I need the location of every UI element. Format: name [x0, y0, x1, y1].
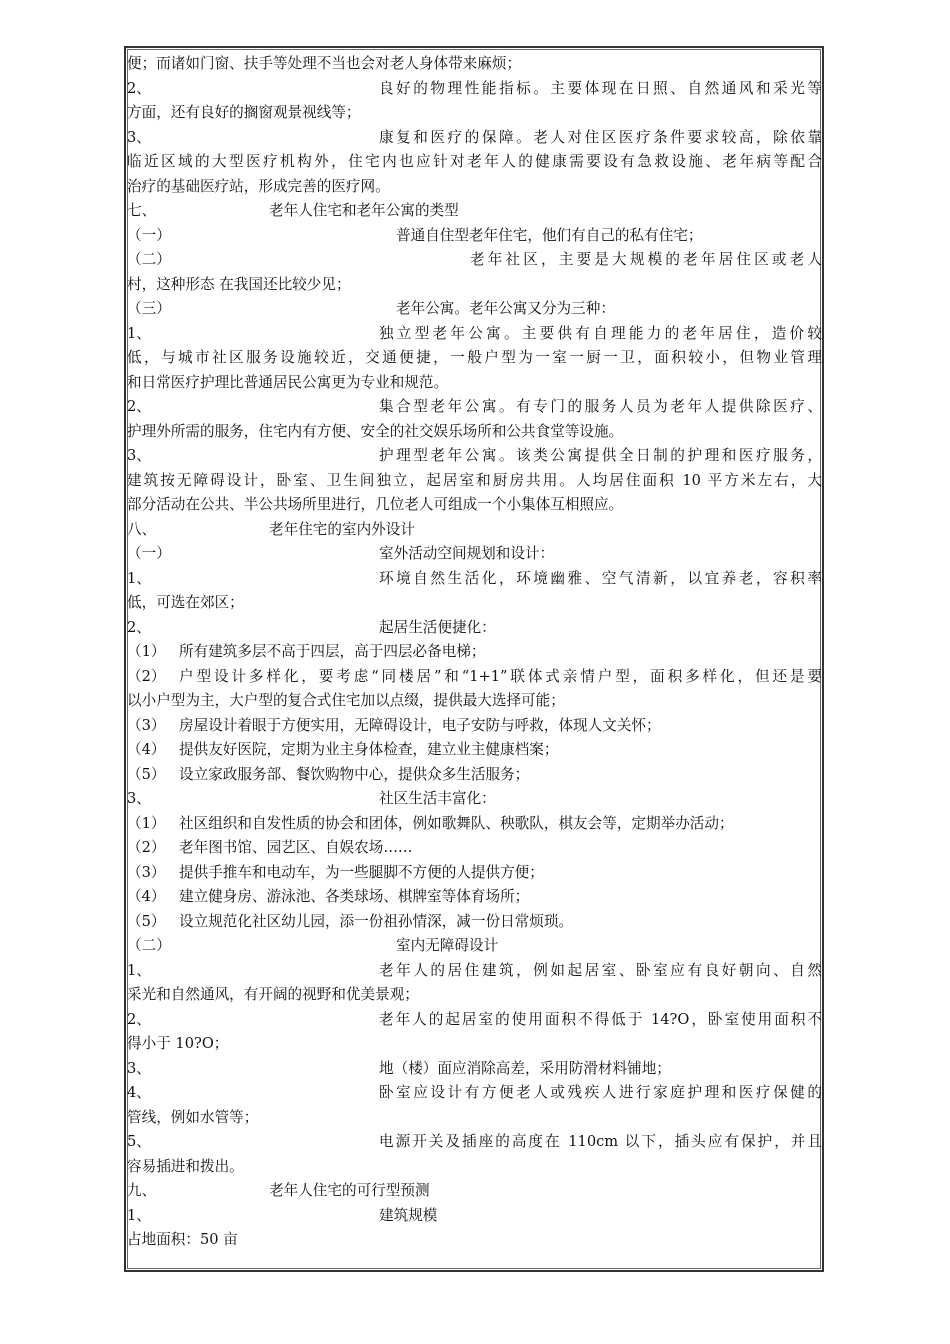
text-line: 采光和自然通风，有开阔的视野和优美景观；	[127, 986, 419, 1003]
list-item	[127, 714, 822, 739]
item-number: 3、	[127, 447, 151, 464]
item-number: （5）	[127, 912, 166, 930]
subsection-text: 老年公寓。老年公寓又分为三种：	[396, 300, 615, 317]
item-text: 房屋设计着眼于方便实用，无障碍设计，电子安防与呼救，体现人文关怀；	[179, 716, 661, 734]
item-text: 建立健身房、游泳池、各类球场、棋牌室等体育场所；	[179, 888, 530, 905]
item-text: 提供友好医院，定期为业主身体检查，建立业主健康档案；	[179, 741, 559, 758]
list-item	[127, 787, 822, 812]
subsection-number: （一）	[127, 545, 171, 562]
item-text: 电源开关及插座的高度在 110cm 以下，插头应有保护，并且	[379, 1133, 822, 1150]
text-line: 方面，还有良好的搁窗观景视线等；	[127, 104, 361, 121]
subsection-number: （三）	[127, 300, 171, 317]
item-number: 1、	[127, 1206, 151, 1224]
list-item	[127, 885, 822, 910]
subsection	[127, 297, 822, 322]
item-text: 集合型老年公寓。有专门的服务人员为老年人提供除医疗、	[379, 398, 822, 415]
text-line: 容易插进和拨出。	[127, 1157, 244, 1175]
item-text: 社区组织和自发性质的协会和团体，例如歌舞队、秧歌队，棋友会等，定期举办活动；	[179, 814, 734, 832]
item-number: （3）	[127, 863, 166, 881]
section-title: 老年人住宅的可行型预测	[269, 1182, 430, 1199]
list-item	[127, 1204, 822, 1229]
item-text: 起居生活便捷化：	[379, 618, 496, 636]
list-item	[127, 1081, 822, 1106]
list-item	[127, 959, 822, 984]
item-text: 老年人的起居室的使用面积不得低于 14?O，卧室使用面积不	[379, 1010, 822, 1028]
item-text: 提供手推车和电动车，为一些腿脚不方便的人提供方便；	[179, 863, 544, 881]
list-item	[127, 812, 822, 837]
subsection	[127, 542, 822, 567]
text-line: 护理外所需的服务，住宅内有方便、安全的社交娱乐场所和公共食堂等设施。	[127, 422, 624, 440]
subsection-text: 老年社区，主要是大规模的老年居住区或老人	[470, 251, 822, 268]
list-item	[127, 910, 822, 935]
list-item	[127, 665, 822, 690]
subsection	[127, 934, 822, 959]
item-text: 老年人的居住建筑，例如起居室、卧室应有良好朝向、自然	[379, 961, 822, 979]
item-number: （4）	[127, 888, 166, 905]
text-line: 便；而诸如门窗、扶手等处理不当也会对老人身体带来麻烦；	[127, 55, 522, 72]
section-number: 八、	[127, 520, 157, 538]
text-line: 占地面积：50 亩	[127, 1231, 238, 1248]
item-number: （2）	[127, 667, 166, 685]
list-item	[127, 1057, 822, 1082]
item-text: 卧室应设计有方便老人或残疾人进行家庭护理和医疗保健的	[379, 1084, 822, 1101]
document-body	[127, 52, 822, 1253]
text-line: 低，与城市社区服务设施较近，交通便捷，一般户型为一室一厨一卫，面积较小，但物业管理	[127, 349, 822, 366]
subsection-text: 室外活动空间规划和设计：	[379, 545, 555, 562]
list-item	[127, 126, 822, 151]
text-line: 村，这种形态 在我国还比较少见；	[127, 275, 351, 293]
subsection-text: 普通自住型老年住宅，他们有自己的私有住宅；	[396, 226, 703, 244]
item-number: 1、	[127, 324, 151, 342]
item-text: 护理型老年公寓。该类公寓提供全日制的护理和医疗服务，	[379, 447, 822, 464]
item-number: 2、	[127, 398, 151, 415]
text-line: 部分活动在公共、半公共场所里进行，几位老人可组成一个小集体互相照应。	[127, 496, 624, 513]
item-number: （5）	[127, 765, 166, 783]
subsection-number: （二）	[127, 251, 171, 268]
item-text: 良好的物理性能指标。主要体现在日照、自然通风和采光等	[379, 79, 822, 97]
text-line: 和日常医疗护理比普通居民公寓更为专业和规范。	[127, 373, 449, 391]
subsection	[127, 224, 822, 249]
text-line: 得小于 10?O；	[127, 1035, 229, 1052]
item-number: 1、	[127, 569, 151, 587]
section-title: 老年住宅的室内外设计	[269, 520, 415, 538]
item-number: （1）	[127, 643, 166, 660]
item-text: 康复和医疗的保障。老人对住区医疗条件要求较高，除依靠	[379, 128, 822, 146]
list-item	[127, 861, 822, 886]
item-text: 独立型老年公寓。主要供有自理能力的老年居住，造价较	[379, 324, 822, 342]
section-heading	[127, 199, 822, 224]
list-item	[127, 395, 822, 420]
item-number: 1、	[127, 961, 151, 979]
item-text: 地（楼）面应消除高差，采用防滑材料铺地；	[379, 1059, 671, 1077]
text-line: 低，可选在郊区；	[127, 594, 244, 611]
item-text: 户型设计多样化，要考虑“同楼居”和“1+1”联体式亲情户型，面积多样化，但还是要	[179, 667, 822, 685]
list-item	[127, 640, 822, 665]
item-number: （1）	[127, 814, 166, 832]
item-text: 所有建筑多层不高于四层，高于四层必备电梯；	[179, 643, 486, 660]
item-number: （2）	[127, 839, 166, 856]
text-line: 临近区域的大型医疗机构外，住宅内也应针对老年人的健康需要设有急救设施、老年病等配合	[127, 153, 822, 170]
subsection	[127, 248, 822, 273]
item-number: 3、	[127, 790, 151, 807]
section-heading	[127, 518, 822, 543]
item-number: （4）	[127, 741, 166, 758]
item-number: 4、	[127, 1084, 151, 1101]
item-text: 设立规范化社区幼儿园，添一份祖孙情深，减一份日常烦琐。	[179, 912, 574, 930]
item-text: 老年图书馆、园艺区、自娱农场……	[179, 839, 413, 856]
list-item	[127, 763, 822, 788]
item-number: 5、	[127, 1133, 151, 1150]
text-line: 管线，例如水管等；	[127, 1108, 259, 1126]
item-number: 2、	[127, 618, 151, 636]
subsection-text: 室内无障碍设计	[396, 937, 499, 954]
list-item	[127, 322, 822, 347]
item-text: 建筑规模	[379, 1206, 438, 1224]
text-line: 以小户型为主，大户型的复合式住宅加以点缀，提供最大选择可能；	[127, 692, 565, 709]
item-number: 2、	[127, 79, 151, 97]
item-number: （3）	[127, 716, 166, 734]
section-number: 九、	[127, 1182, 157, 1199]
subsection-number: （二）	[127, 937, 171, 954]
list-item	[127, 836, 822, 861]
list-item	[127, 738, 822, 763]
section-title: 老年人住宅和老年公寓的类型	[269, 202, 459, 219]
text-line: 治疗的基础医疗站，形成完善的医疗网。	[127, 177, 390, 195]
text-line: 建筑按无障碍设计，卧室、卫生间独立，起居室和厨房共用。人均居住面积 10 平方米左右，大	[127, 471, 822, 489]
item-number: 3、	[127, 128, 151, 146]
item-text: 环境自然生活化，环境幽雅、空气清新，以宜养老，容积率	[379, 569, 822, 587]
item-number: 3、	[127, 1059, 151, 1077]
subsection-number: （一）	[127, 226, 171, 244]
item-text: 社区生活丰富化：	[379, 790, 496, 807]
item-text: 设立家政服务部、餐饮购物中心，提供众多生活服务；	[179, 765, 530, 783]
list-item	[127, 1008, 822, 1033]
list-item	[127, 444, 822, 469]
section-number: 七、	[127, 202, 157, 219]
list-item	[127, 1130, 822, 1155]
item-number: 2、	[127, 1010, 151, 1028]
list-item	[127, 567, 822, 592]
section-heading	[127, 1179, 822, 1204]
list-item	[127, 616, 822, 641]
list-item	[127, 77, 822, 102]
